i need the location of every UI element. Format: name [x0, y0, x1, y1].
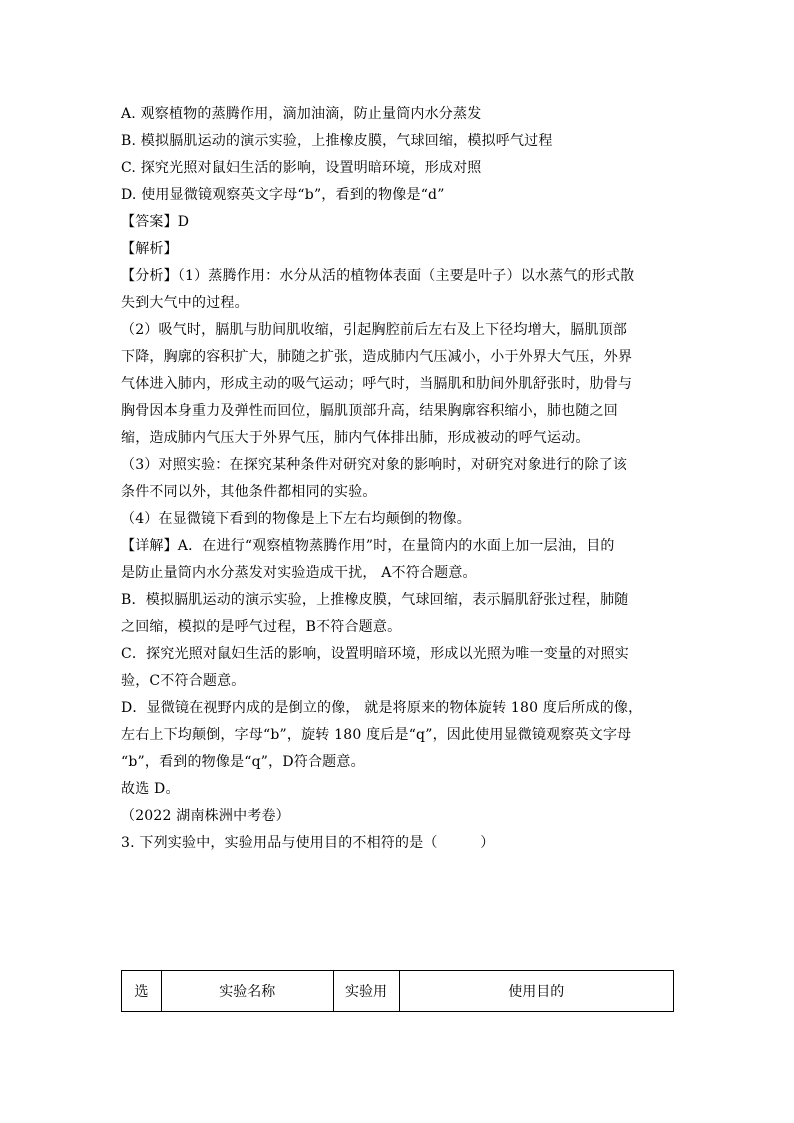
table-header-purpose: 使用目的 — [399, 971, 674, 1012]
detail-b-cont: 之回缩，模拟的是呼气过程，B不符合题意。 — [121, 619, 402, 635]
detail-d-cont: 左右上下均颠倒，字母“b”，旋转 180 度后是“q”，因此使用显微镜观察英文字母 — [121, 727, 632, 743]
detail-a-cont: 是防止量筒内水分蒸发对实验造成干扰， A不符合题意。 — [121, 565, 477, 581]
question-table — [121, 970, 674, 1012]
analysis-paragraph-2-cont: 胸骨因本身重力及弹性而回位，膈肌顶部升高，结果胸廓容积缩小，肺也随之回 — [121, 403, 618, 419]
analysis-paragraph-4: （4）在显微镜下看到的物像是上下左右均颠倒的物像。 — [121, 511, 471, 527]
detail-d-cont: “b”，看到的物像是“q”，D符合题意。 — [121, 754, 365, 770]
answer-line: 【答案】D — [121, 214, 190, 230]
analysis-paragraph-3-cont: 条件不同以外，其他条件都相同的实验。 — [121, 484, 377, 500]
table-header-row — [122, 971, 674, 1012]
table-header-experiment-name: 实验名称 — [161, 971, 333, 1012]
source-line: （2022 湖南株洲中考卷） — [121, 808, 290, 824]
document-body — [121, 101, 676, 857]
detail-a: 【详解】A．在进行“观察植物蒸腾作用”时，在量筒内的水面上加一层油，目的 — [121, 538, 615, 554]
analysis-paragraph-2-cont: 缩，造成肺内气压大于外界气压，肺内气体排出肺，形成被动的呼气运动。 — [121, 430, 590, 446]
analysis-paragraph-2: （2）吸气时，膈肌与肋间肌收缩，引起胸腔前后左右及上下径均增大，膈肌顶部 — [121, 322, 628, 338]
option-d: D. 使用显微镜观察英文字母“b”，看到的物像是“d” — [121, 187, 445, 203]
table-header-materials: 实验用 — [333, 971, 399, 1012]
option-b: B. 模拟膈肌运动的演示实验，上推橡皮膜，气球回缩，模拟呼气过程 — [121, 133, 553, 149]
detail-c-cont: 验，C不符合题意。 — [121, 673, 246, 689]
option-a: A. 观察植物的蒸腾作用，滴加油滴，防止量筒内水分蒸发 — [121, 106, 482, 122]
analysis-paragraph-1-cont: 失到大气中的过程。 — [121, 295, 249, 311]
question-3: 3. 下列实验中，实验用品与使用目的不相符的是（ ） — [121, 835, 495, 851]
table-header-option: 选 — [122, 971, 162, 1012]
analysis-paragraph-1: 【分析】（1）蒸腾作用：水分从活的植物体表面（主要是叶子）以水蒸气的形式散 — [121, 268, 635, 284]
option-c: C. 探究光照对鼠妇生活的影响，设置明暗环境，形成对照 — [121, 160, 482, 176]
analysis-paragraph-2-cont: 下降，胸廓的容积扩大，肺随之扩张，造成肺内气压减小，小于外界大气压，外界 — [121, 349, 633, 365]
analysis-paragraph-3: （3）对照实验：在探究某种条件对研究对象的影响时，对研究对象进行的除了该 — [121, 457, 628, 473]
detail-d: D．显微镜在视野内成的是倒立的像， 就是将原来的物体旋转 180 度后所成的像， — [121, 700, 643, 716]
detail-b: B．模拟膈肌运动的演示实验，上推橡皮膜，气球回缩，表示膈肌舒张过程，肺随 — [121, 592, 629, 608]
analysis-paragraph-2-cont: 气体进入肺内，形成主动的吸气运动；呼气时，当膈肌和肋间外肌舒张时，肋骨与 — [121, 376, 633, 392]
analysis-heading: 【解析】 — [121, 241, 178, 257]
detail-c: C．探究光照对鼠妇生活的影响，设置明暗环境，形成以光照为唯一变量的对照实 — [121, 646, 629, 662]
conclusion-line: 故选 D。 — [121, 781, 180, 797]
